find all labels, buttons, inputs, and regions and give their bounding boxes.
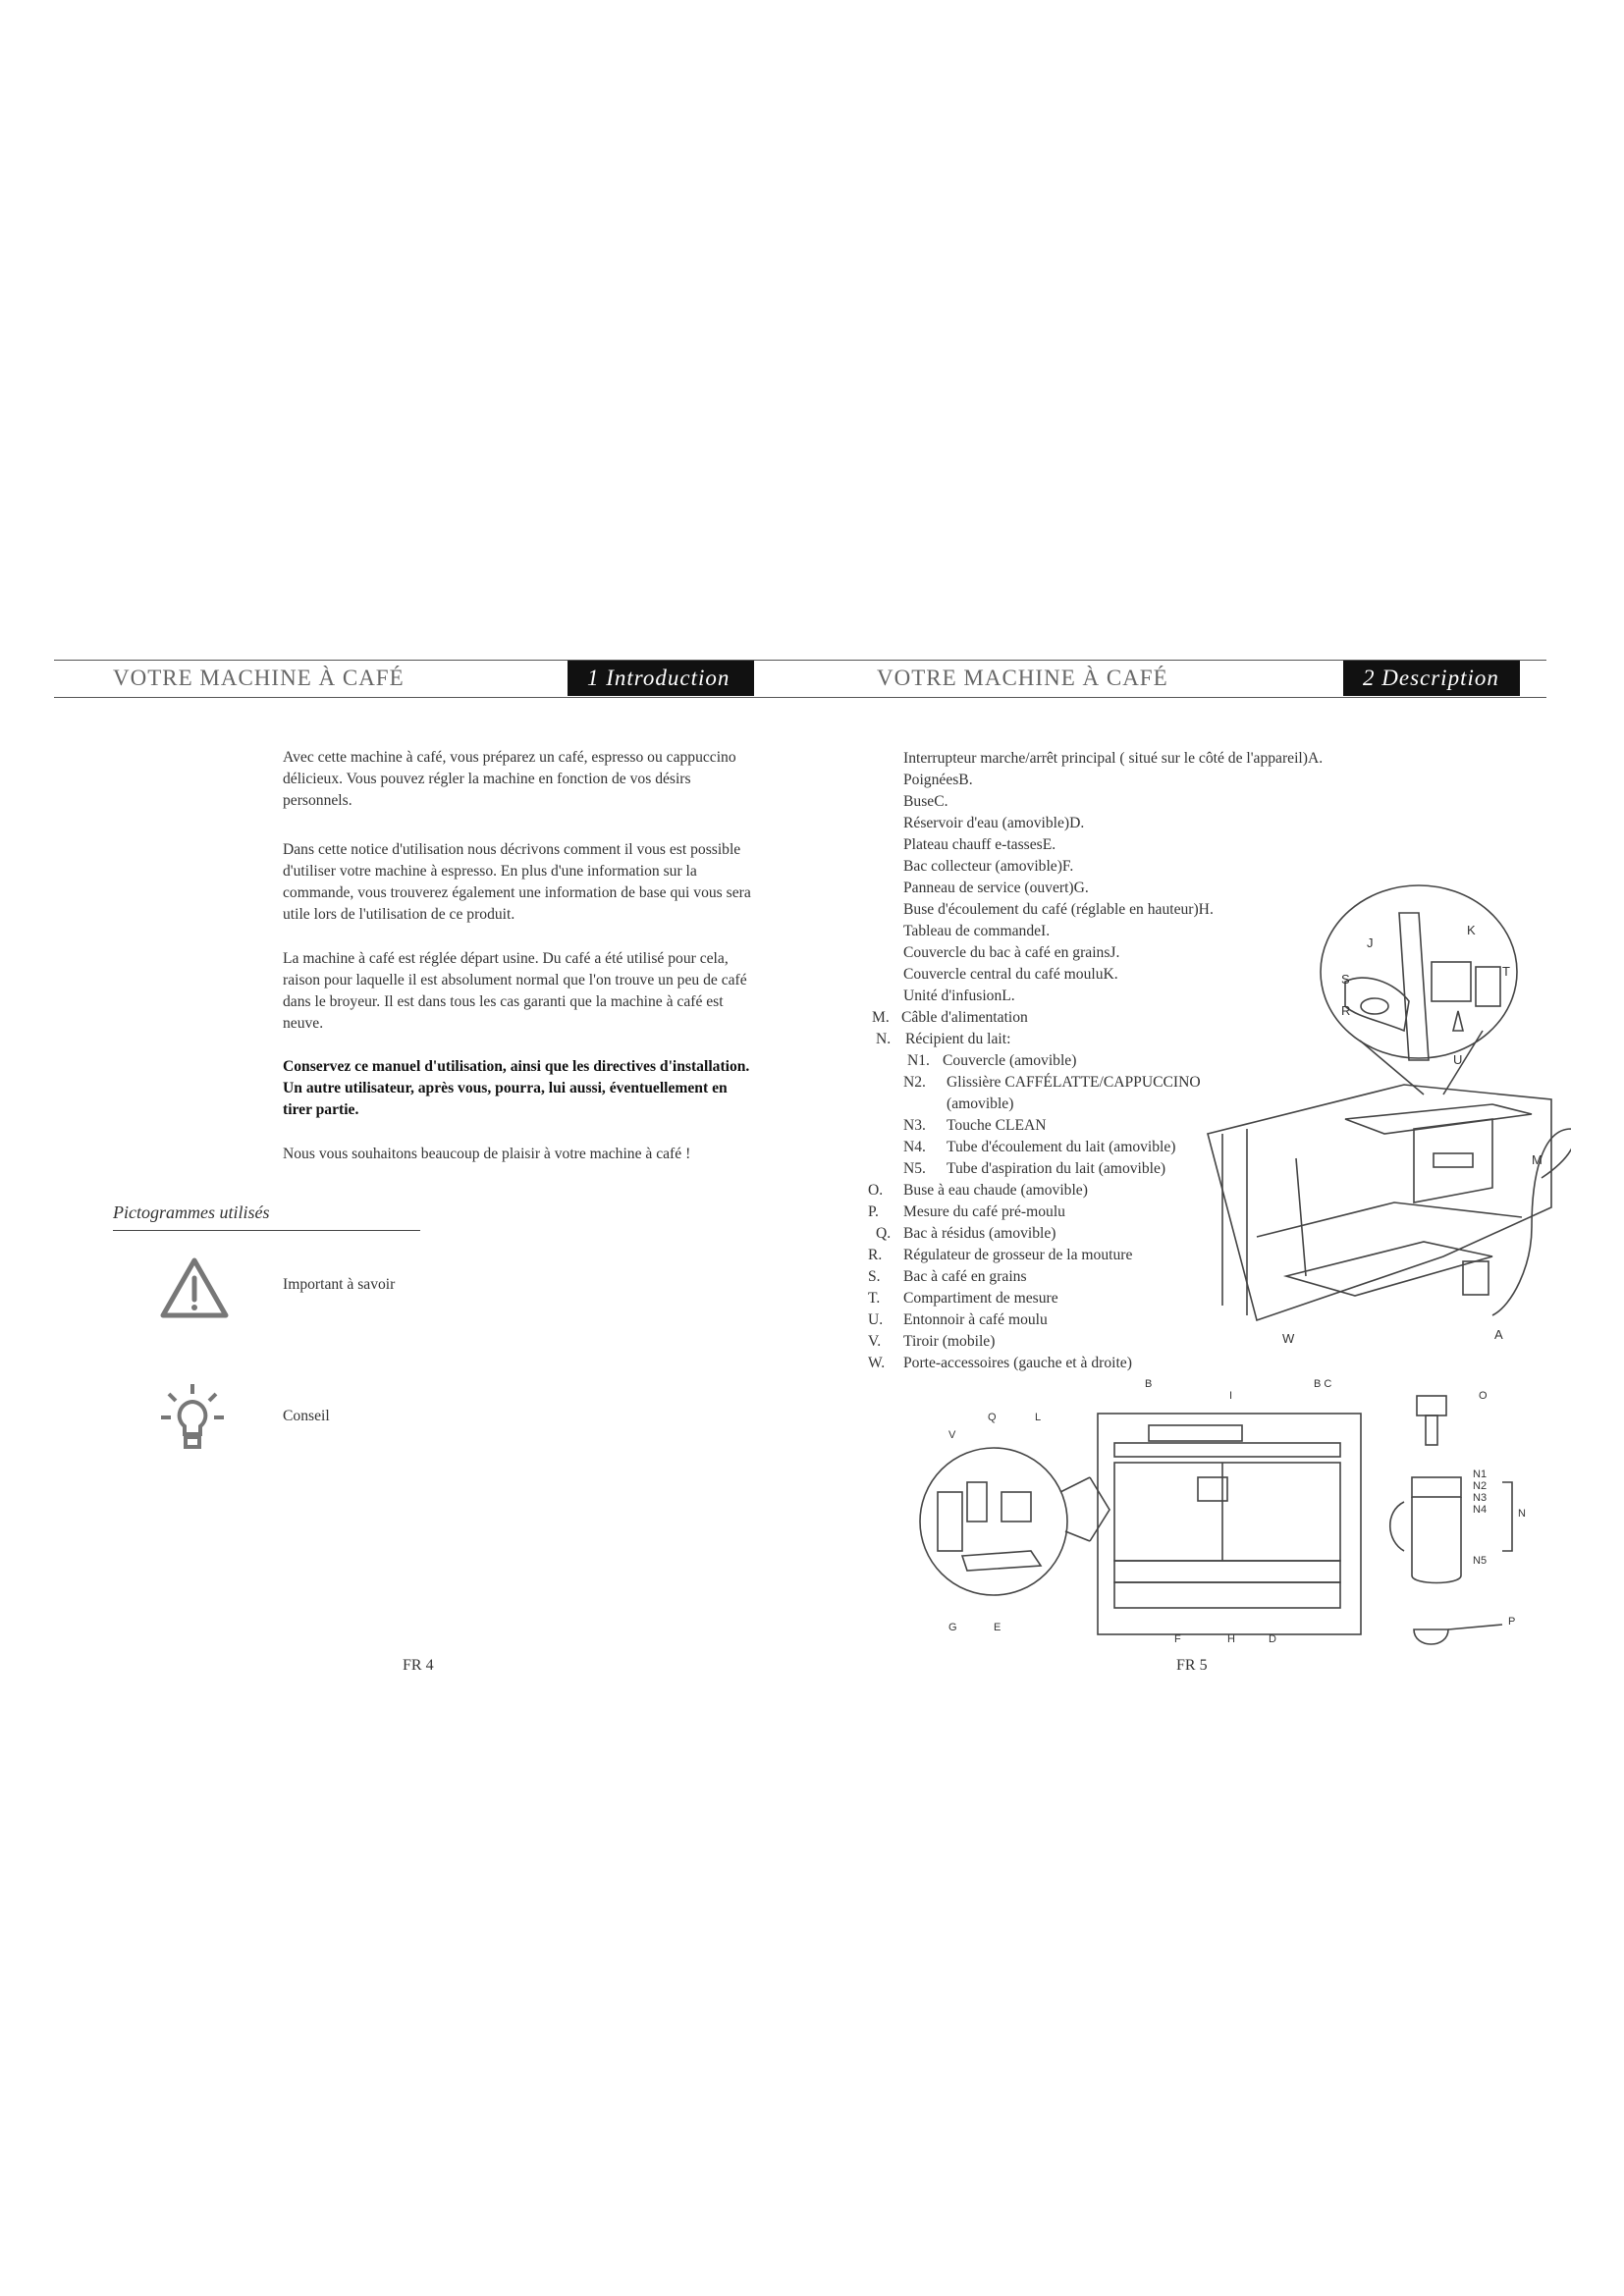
right-section-label: 2 Description xyxy=(1343,661,1520,696)
list-item: Buse d'écoulement du café (réglable en hauteur)H. xyxy=(903,901,1214,918)
list-item: PoignéesB. xyxy=(903,772,973,788)
list-item: Bac collecteur (amovible)F. xyxy=(903,858,1074,875)
list-item: W. Porte-accessoires (gauche et à droite) xyxy=(868,1355,1132,1371)
diagram-label-q: Q xyxy=(988,1412,997,1423)
warning-triangle-icon xyxy=(159,1256,230,1319)
right-page-number: FR 5 xyxy=(1176,1657,1208,1674)
diagram-label-r: R xyxy=(1341,1003,1351,1018)
list-item: U. Entonnoir à café moulu xyxy=(868,1311,1048,1328)
diagram-label-h: H xyxy=(1227,1633,1235,1645)
list-item: O. Buse à eau chaude (amovible) xyxy=(868,1182,1088,1199)
list-item: N1. Couvercle (amovible) xyxy=(907,1052,1077,1069)
diagram-label-u: U xyxy=(1453,1052,1463,1067)
list-item: Plateau chauff e-tassesE. xyxy=(903,836,1056,853)
diagram-label-n2: N2 xyxy=(1473,1480,1488,1492)
diagram-label-j: J xyxy=(1367,935,1374,950)
list-item: N. Récipient du lait: xyxy=(876,1031,1011,1047)
list-item: Panneau de service (ouvert)G. xyxy=(903,880,1089,896)
list-item: N3. Touche CLEAN xyxy=(903,1117,1047,1134)
diagram-label-l: L xyxy=(1035,1412,1042,1423)
pictograms-title: Pictogrammes utilisés xyxy=(113,1202,270,1222)
intro-paragraph-3: La machine à café est réglée départ usine. Du café a été utilisé pour cela, raison pour laquelle il est absolument normal que l'on trouve un peu de café dans le broyeur. Il est dans tous les cas garanti que la machine à café est neuve. xyxy=(283,950,747,1032)
list-item: N5. Tube d'aspiration du lait (amovible) xyxy=(903,1160,1166,1177)
diagram-label-n1: N1 xyxy=(1473,1468,1488,1480)
diagram-label-n3: N3 xyxy=(1473,1492,1488,1504)
diagram-label-n4: N4 xyxy=(1473,1504,1488,1516)
diagram-label-b: B xyxy=(1145,1378,1153,1390)
list-item: Couvercle central du café mouluK. xyxy=(903,966,1118,983)
left-page-number: FR 4 xyxy=(403,1657,434,1674)
list-item: BuseC. xyxy=(903,793,948,810)
intro-paragraph-4: Conservez ce manuel d'utilisation, ainsi que les directives d'installation. Un autre utilisateur, après vous, pourra, lui aussi, éventuellement en tirer partie. xyxy=(283,1058,750,1118)
left-header-title: VOTRE MACHINE À CAFÉ xyxy=(113,666,405,690)
diagram-label-i: I xyxy=(1229,1390,1233,1402)
list-item: S. Bac à café en grains xyxy=(868,1268,1027,1285)
list-item: M. Câble d'alimentation xyxy=(872,1009,1028,1026)
list-item: Tableau de commandeI. xyxy=(903,923,1051,939)
diagram-label-e: E xyxy=(994,1622,1001,1633)
diagram-label-p: P xyxy=(1508,1616,1516,1628)
list-item: Réservoir d'eau (amovible)D. xyxy=(903,815,1085,831)
list-item: R. Régulateur de grosseur de la mouture xyxy=(868,1247,1133,1263)
list-item: (amovible) xyxy=(947,1095,1014,1112)
diagram-label-o: O xyxy=(1479,1390,1488,1402)
intro-paragraph-1: Avec cette machine à café, vous préparez un café, espresso ou cappuccino délicieux. Vous pouvez régler la machine en fonction de vos désirs personnels. xyxy=(283,749,736,809)
diagram-label-t: T xyxy=(1502,964,1510,979)
list-item: Interrupteur marche/arrêt principal ( situé sur le côté de l'appareil)A. xyxy=(903,750,1324,767)
machine-perspective-diagram xyxy=(1198,883,1571,1355)
diagram-label-n5: N5 xyxy=(1473,1555,1488,1567)
diagram-label-bc: B C xyxy=(1314,1378,1332,1390)
list-item: Q. Bac à résidus (amovible) xyxy=(876,1225,1056,1242)
pictogram-label-important: Important à savoir xyxy=(283,1276,396,1293)
left-section-label: 1 Introduction xyxy=(568,661,754,696)
diagram-label-k: K xyxy=(1467,923,1476,937)
pictogram-label-conseil: Conseil xyxy=(283,1408,330,1424)
intro-paragraph-2: Dans cette notice d'utilisation nous décrivons comment il vous est possible d'utiliser votre machine à espresso. En plus d'une information sur la commande, vous trouverez également une information de base qui vous sera utile lors de l'utilisation de ce produit. xyxy=(283,841,751,923)
diagram-label-f: F xyxy=(1174,1633,1181,1645)
header-bottom-rule xyxy=(54,697,1546,698)
list-item: T. Compartiment de mesure xyxy=(868,1290,1058,1307)
diagram-label-a: A xyxy=(1494,1327,1503,1342)
diagram-label-d: D xyxy=(1269,1633,1276,1645)
list-item: V. Tiroir (mobile) xyxy=(868,1333,996,1350)
diagram-label-v: V xyxy=(948,1429,956,1441)
list-item: N2. Glissière CAFFÉLATTE/CAPPUCCINO xyxy=(903,1074,1201,1091)
diagram-label-n: N xyxy=(1518,1508,1526,1520)
diagram-label-m: M xyxy=(1532,1152,1543,1167)
list-item: P. Mesure du café pré-moulu xyxy=(868,1203,1065,1220)
list-item: Unité d'infusionL. xyxy=(903,988,1015,1004)
header-top-rule xyxy=(54,660,1546,661)
list-item: N4. Tube d'écoulement du lait (amovible) xyxy=(903,1139,1176,1155)
intro-paragraph-5: Nous vous souhaitons beaucoup de plaisir à votre machine à café ! xyxy=(283,1146,691,1162)
diagram-label-g: G xyxy=(948,1622,957,1633)
right-header-title: VOTRE MACHINE À CAFÉ xyxy=(877,666,1168,690)
list-item: Couvercle du bac à café en grainsJ. xyxy=(903,944,1120,961)
diagram-label-s: S xyxy=(1341,972,1350,987)
diagram-label-w: W xyxy=(1282,1331,1295,1346)
pictograms-rule xyxy=(113,1230,420,1231)
machine-front-diagram xyxy=(913,1384,1542,1649)
lightbulb-icon xyxy=(157,1382,228,1453)
